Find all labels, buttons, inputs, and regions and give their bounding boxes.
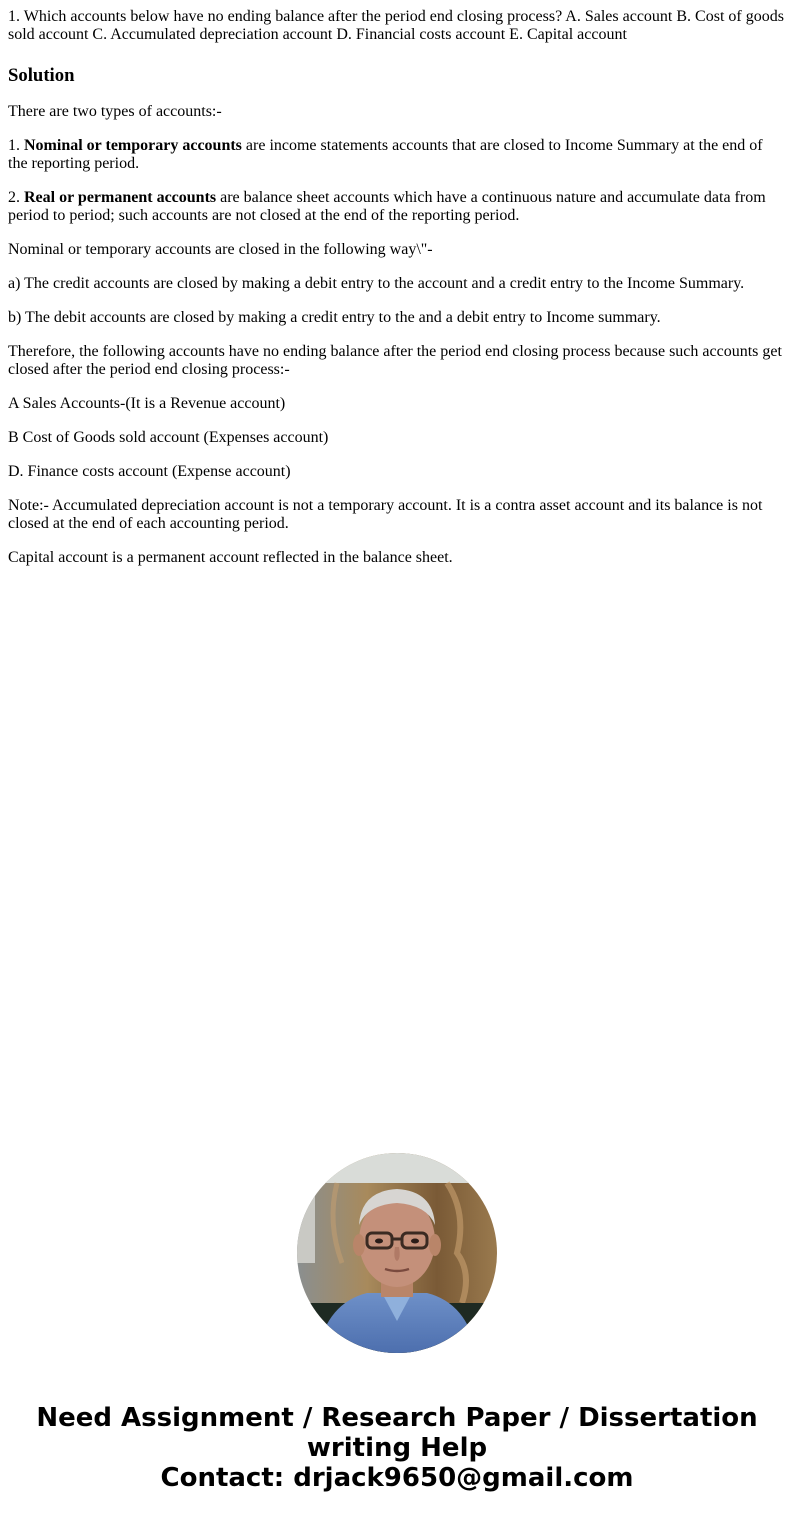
- promo-banner: [0, 1403, 794, 1493]
- question-text: 1. Which accounts below have no ending balance after the period end closing process? A. Sales account B. Cost of goods sold account C. Accumulated depreciation account D. Financial costs account E. Capital account: [8, 8, 784, 43]
- real-accounts-term: Real or permanent accounts: [24, 189, 217, 206]
- document-body: [8, 8, 786, 567]
- person-photo-icon: [297, 1153, 497, 1353]
- capital-paragraph: Capital account is a permanent account reflected in the balance sheet.: [8, 549, 453, 566]
- debit-closing-paragraph: b) The debit accounts are closed by making a credit entry to the and a debit entry to Income summary.: [8, 309, 661, 326]
- real-accounts-paragraph: [8, 189, 786, 225]
- promo-contact: Contact: drjack9650@gmail.com: [160, 1463, 634, 1493]
- item-number: 2.: [8, 189, 24, 206]
- credit-closing-paragraph: a) The credit accounts are closed by making a debit entry to the account and a credit entry to the Income Summary.: [8, 275, 745, 292]
- note-paragraph: Note:- Accumulated depreciation account is not a temporary account. It is a contra asset account and its balance is not closed at the end of each accounting period.: [8, 497, 763, 532]
- closing-way-paragraph: Nominal or temporary accounts are closed in the following way\"-: [8, 241, 433, 258]
- answer-item-d: D. Finance costs account (Expense account): [8, 463, 291, 480]
- nominal-accounts-description: are income statements accounts that are closed to Income Summary at the end of the reporting period.: [8, 137, 763, 172]
- solution-heading: Solution: [8, 65, 75, 86]
- nominal-accounts-paragraph: [8, 137, 786, 173]
- item-number: 1.: [8, 137, 24, 154]
- promo-line-1: Need Assignment / Research Paper / Dissertation: [36, 1403, 758, 1433]
- intro-paragraph: There are two types of accounts:-: [8, 103, 222, 120]
- answer-item-b: B Cost of Goods sold account (Expenses account): [8, 429, 329, 446]
- avatar: [297, 1153, 497, 1353]
- therefore-paragraph: Therefore, the following accounts have no ending balance after the period end closing process because such accounts get closed after the period end closing process:-: [8, 343, 782, 378]
- nominal-accounts-term: Nominal or temporary accounts: [24, 137, 242, 154]
- promo-line-2: writing Help: [306, 1433, 488, 1463]
- real-accounts-description: are balance sheet accounts which have a continuous nature and accumulate data from period to period; such accounts are not closed at the end of the reporting period.: [8, 189, 766, 224]
- answer-item-a: A Sales Accounts-(It is a Revenue account): [8, 395, 286, 412]
